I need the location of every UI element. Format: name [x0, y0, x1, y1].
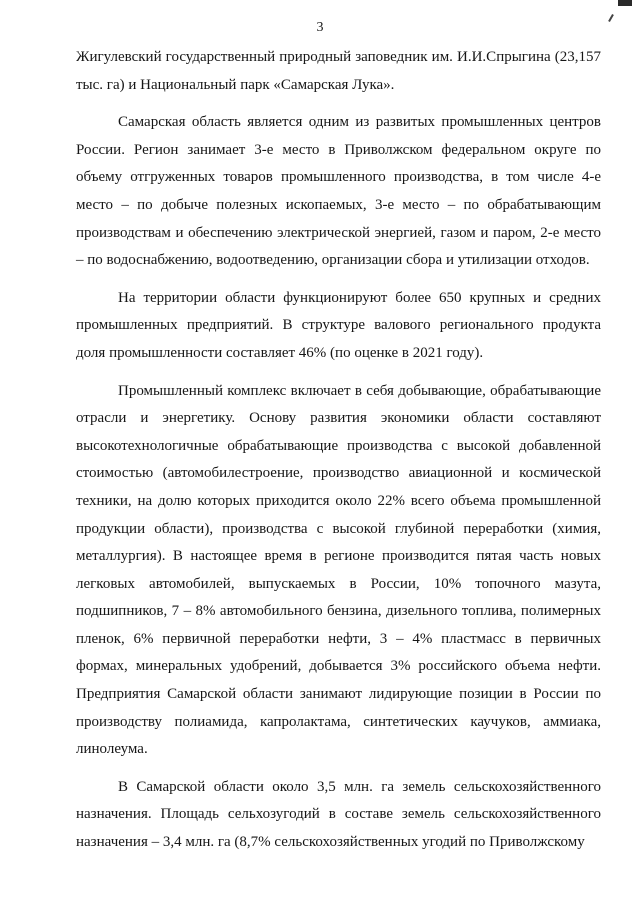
paragraph-industrial-complex: Промышленный комплекс включает в себя добывающие, обрабатывающие отрасли и энергетику. Основу развития экономики области составляют высокотехнологичные обрабатывающие производства с высокой добавленной стоимостью (автомобилестроение, производство авиационной и космической техники, на долю которых приходится около 22% всего объема промышленной продукции области), производства с высокой глубиной переработки (химия, металлургия). В настоящее время в регионе производится пятая часть новых легковых автомобилей, выпускаемых в России, 10% топочного мазута, подшипников, 7 – 8% автомобильного бензина, дизельного топлива, полимерных пленок, 6% первичной переработки нефти, 3 – 4% пластмасс в первичных формах, минеральных удобрений, добывается 3% российского объема нефти. Предприятия Самарской области занимают лидирующие позиции в России по производству полиамида, капролактама, синтетических каучуков, аммиака, линолеума.	[76, 382, 601, 758]
paragraph-industrial-center: Самарская область является одним из развитых промышленных центров России. Регион занимает 3-е место в Приволжском федеральном округе по объему отгруженных товаров промышленного производства, в том числе 4-е место – по добыче полезных ископаемых, 3-е место – по обрабатывающим производствам и обеспечению электрической энергией, газом и паром, 2-е место – по водоснабжению, водоотведению, организации сбора и утилизации отходов.	[76, 114, 601, 269]
page-number: 3	[316, 20, 324, 35]
scan-edge-mark	[618, 0, 632, 6]
paragraph-continuation: Жигулевский государственный природный заповедник им. И.И.Спрыгина (23,157 тыс. га) и Национальный парк «Самарская Лука».	[76, 49, 601, 93]
paragraph-enterprises: На территории области функционируют более 650 крупных и средних промышленных предприятий. В структуре валового регионального продукта доля промышленности составляет 46% (по оценке в 2021 году).	[76, 289, 601, 361]
paragraph-agricultural-land: В Самарской области около 3,5 млн. га земель сельскохозяйственного назначения. Площадь сельхозугодий в составе земель сельскохозяйственного назначения – 3,4 млн. га (8,7% сельскохозяйственных угодий по Приволжскому	[76, 778, 601, 851]
document-body	[76, 44, 601, 857]
